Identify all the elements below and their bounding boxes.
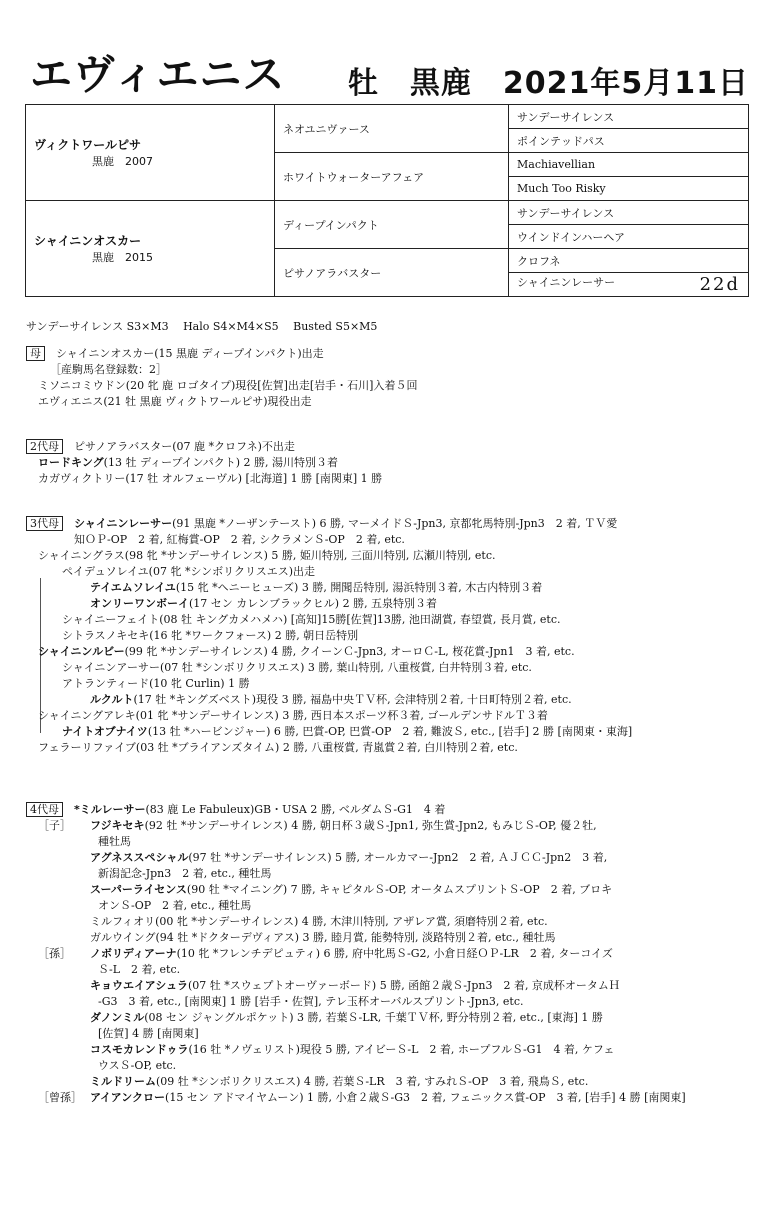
dam2-head: ピサノアラバスター(07 鹿 *クロフネ)不出走 — [74, 440, 295, 453]
dam4-line: アグネススペシャル(97 牡 *サンデーサイレンス) 5 勝, オールカマー-Jpn2 2 着, ＡＪＣＣ-Jpn2 3 着, — [90, 851, 608, 864]
ped-gen3-6: ウインドインハーヘア — [509, 225, 749, 249]
dam4-line: ミルドリーム(09 牡 *シンボリクリスエス) 4 勝, 若葉Ｓ-LR 3 着, すみれＳ-OP 3 着, 飛鳥Ｓ, etc. — [90, 1075, 589, 1088]
dam2-line: ロードキング(13 牡 ディープインパクト) 2 勝, 湯川特別３着 — [38, 456, 339, 469]
dam1-line: ［産駒馬名登録数：2］ — [50, 363, 167, 376]
dam1-line: シャイニンオスカー(15 黒鹿 ディープインパクト)出走 — [56, 347, 324, 360]
dam3-line: シャイニンアーサー(07 牡 *シンボリクリスエス) 3 勝, 葉山特別, 八重桜賞, 白井特別３着, etc. — [62, 661, 532, 674]
dam3-line: シャイニーフェイト(08 牡 キングカメハメハ) [高知]15勝[佐賀]13勝, 池田湖賞, 春望賞, 長月賞, etc. — [62, 613, 561, 626]
dam3-line: アトランティード(10 牝 Curlin) 1 勝 — [62, 677, 250, 690]
dam4-line: オンＳ-OP 2 着, etc., 種牡馬 — [98, 899, 252, 912]
dam-name: シャイニンオスカー — [34, 234, 142, 248]
ped-tag: 22d — [699, 274, 740, 295]
dam4-line: [佐賀] 4 勝 [南関東] — [98, 1027, 199, 1040]
dam4-section: 4代母 *ミルレーサー(83 鹿 Le Fabuleux)GB・USA 2 勝, ベルダムＳ-G1 4 着 ［子］ フジキセキ(92 牡 *サンデーサイレンス) 4 勝, 朝日杯３歳Ｓ-Jpn1, 弥生賞-Jpn2, もみじＳ-OP, 優２牡, 種牡馬 アグネススペシャル(97 牡 *サンデーサイレンス) 5 勝, オールカマー-Jpn2 2 着, ＡＪＣＣ-Jpn2 3 着, 新潟記念-Jpn3 2 着, etc., 種牡馬 スーパーライセンス(90 牡 *マイニング) 7 勝, キャピタルＳ-OP, オータムスプリントＳ-OP 2 着, ブロキ オンＳ-OP 2 着, etc., 種牡馬 ミルフィオリ(00 牝 *サンデーサイレンス) 4 勝, 木津川特別, アザレア賞, 須磨特別２着, etc. ガルウイング(94 牡 *ドクターデヴィアス) 3 勝, 睦月賞, 能勢特別, 淡路特別２着, etc., 種牡馬 ［孫］ ノボリディアーナ(10 牝 *フレンチデピュティ) 6 勝, 府中牝馬Ｓ-G2, 小倉日経ＯＰ-LR 2 着, ターコイズ Ｓ-L 2 着, etc. キョウエイアシュラ(07 牡 *スウェプトオーヴァーボード) 5 勝, 函館２歳Ｓ-Jpn3 2 着, 京成杯オータムＨ -G3 3 着, etc., [南関東] 1 勝 [岩手・佐賀], テレ玉杯オーバルスプリント-Jpn3, etc. ダノンミル(08 セン ジャングルポケット) 3 勝, 若葉Ｓ-LR, 千葉ＴＶ杯, 野分特別２着, etc., [東海] 1 勝 [佐賀] 4 勝 [南関東] コスモカレンドゥラ(16 牡 *ノヴェリスト)現役 5 勝, アイビーＳ-L 2 着, ホープフルＳ-G1 4 着, ケフェ ウスＳ-OP, etc. ミルドリーム(09 牡 *シンボリクリスエス) 4 勝, 若葉Ｓ-LR 3 着, すみれＳ-OP 3 着, 飛鳥Ｓ, etc. ［曾孫］ アイアンクロー(15 セン アドマイヤムーン) 1 勝, 小倉２歳Ｓ-G3 2 着, フェニックス賞-OP 3 着, [岩手] 4 勝 [南関東] — [26, 802, 761, 1106]
dam3-section — [26, 516, 761, 756]
dam4-line: コスモカレンドゥラ(16 牡 *ノヴェリスト)現役 5 勝, アイビーＳ-L 2 着, ホープフルＳ-G1 4 着, ケフェ — [90, 1043, 615, 1056]
dam4-badge: 4代母 — [26, 802, 63, 817]
ped-gen3-1: サンデーサイレンス — [509, 105, 749, 129]
dam4-line: -G3 3 着, etc., [南関東] 1 勝 [岩手・佐賀], テレ玉杯オーバルスプリント-Jpn3, etc. — [98, 995, 524, 1008]
dam3-line: シトラスノキセキ(16 牝 *ワークフォース) 2 勝, 朝日岳特別 — [62, 629, 359, 642]
dam-cell — [26, 201, 275, 297]
ped-gen3-8 — [509, 273, 749, 297]
dam3-line: ナイトオブナイツ(13 牡 *ハービンジャー) 6 勝, 巴賞-OP, 巴賞-OP 2 着, 難波Ｓ, etc., [岩手] 2 勝 [南関東・東海] — [62, 725, 633, 738]
sire-cell — [26, 105, 275, 201]
ped-gen3-2: ポインテッドパス — [509, 129, 749, 153]
ped-gen2-3: ディープインパクト — [275, 201, 509, 249]
dam4-line: ［曾孫］ アイアンクロー(15 セン アドマイヤムーン) 1 勝, 小倉２歳Ｓ-G3 2 着, フェニックス賞-OP 3 着, [岩手] 4 勝 [南関東] — [38, 1091, 686, 1104]
dam3-line: ペイデュソレイユ(07 牝 *シンボリクリスエス)出走 — [62, 565, 316, 578]
dam4-line: ［子］ フジキセキ(92 牡 *サンデーサイレンス) 4 勝, 朝日杯３歳Ｓ-Jpn1, 弥生賞-Jpn2, もみじＳ-OP, 優２牡, — [38, 819, 597, 832]
dam3-badge: 3代母 — [26, 516, 63, 531]
dam3-line: ルクルト(17 牡 *キングズベスト)現役 3 勝, 福島中央ＴＶ杯, 会津特別２着, 十日町特別２着, etc. — [90, 693, 572, 706]
dam4-line: ガルウイング(94 牡 *ドクターデヴィアス) 3 勝, 睦月賞, 能勢特別, 淡路特別２着, etc., 種牡馬 — [90, 931, 556, 944]
dam2-section — [26, 439, 761, 487]
pedigree-table — [25, 104, 749, 297]
sire-name: ヴィクトワールピサ — [34, 138, 142, 152]
dam2-line: カガヴィクトリー(17 牡 オルフェーヴル) [北海道] 1 勝 [南関東] 1 勝 — [38, 472, 383, 485]
dam4-line: ダノンミル(08 セン ジャングルポケット) 3 勝, 若葉Ｓ-LR, 千葉ＴＶ杯, 野分特別２着, etc., [東海] 1 勝 — [90, 1011, 603, 1024]
ped-gen3-5: サンデーサイレンス — [509, 201, 749, 225]
dam3-line: シャイニングアレキ(01 牝 *サンデーサイレンス) 3 勝, 西日本スポーツ杯３着, ゴールデンサドルＴ３着 — [38, 709, 548, 722]
horse-name: エヴィエニス — [30, 50, 286, 99]
dam3-line: シャイニンルビー(99 牝 *サンデーサイレンス) 4 勝, クイーンＣ-Jpn3, オーロＣ-L, 桜花賞-Jpn1 3 着, etc. — [38, 645, 575, 658]
dam3-line: フェラーリファイブ(03 牡 *ブライアンズタイム) 2 勝, 八重桜賞, 青嵐賞２着, 白川特別２着, etc. — [38, 741, 518, 754]
dam3-line: 知ＯＰ-OP 2 着, 紅梅賞-OP 2 着, シクラメンＳ-OP 2 着, etc. — [74, 533, 405, 546]
ped-gen3-4: Much Too Risky — [509, 177, 749, 201]
dam4-line: Ｓ-L 2 着, etc. — [98, 963, 181, 976]
dam4-line: ウスＳ-OP, etc. — [98, 1059, 177, 1072]
dam4-line: ［孫］ ノボリディアーナ(10 牝 *フレンチデピュティ) 6 勝, 府中牝馬Ｓ-G2, 小倉日経ＯＰ-LR 2 着, ターコイズ — [38, 947, 613, 960]
sire-sub: 黒鹿 2007 — [92, 155, 153, 168]
dam1-section — [26, 346, 761, 410]
dam1-line: エヴィエニス(21 牡 黒鹿 ヴィクトワールピサ)現役出走 — [38, 395, 312, 408]
ped-gen3-3: Machiavellian — [509, 153, 749, 177]
dam4-line: 新潟記念-Jpn3 2 着, etc., 種牡馬 — [98, 867, 272, 880]
ped-gen2-2: ホワイトウォーターアフェア — [275, 153, 509, 201]
ped-gen2-1: ネオユニヴァース — [275, 105, 509, 153]
dam1-line: ミソニコミウドン(20 牝 鹿 ロゴタイプ)現役[佐賀]出走[岩手・石川]入着５回 — [38, 379, 418, 392]
dam3-name: シャイニンレーサー — [74, 517, 173, 530]
ped-gen2-4: ピサノアラバスター — [275, 249, 509, 297]
dam3-line: オンリーワンボーイ(17 セン カレンブラックヒル) 2 勝, 五泉特別３着 — [90, 597, 438, 610]
inbreeding-crosses: サンデーサイレンス S3×M3 Halo S4×M4×S5 Busted S5×M5 — [26, 320, 378, 333]
dam4-line: ミルフィオリ(00 牝 *サンデーサイレンス) 4 勝, 木津川特別, アザレア賞, 須磨特別２着, etc. — [90, 915, 548, 928]
horse-info: 牡 黒鹿 2021年5月11日 — [347, 66, 749, 101]
dam3-line: (91 黒鹿 *ノーザンテースト) 6 勝, マーメイドＳ-Jpn3, 京都牝馬特別-Jpn3 2 着, ＴＶ愛 — [172, 517, 618, 530]
dam4-line: スーパーライセンス(90 牡 *マイニング) 7 勝, キャピタルＳ-OP, オータムスプリントＳ-OP 2 着, ブロキ — [90, 883, 613, 896]
dam4-line: キョウエイアシュラ(07 牡 *スウェプトオーヴァーボード) 5 勝, 函館２歳Ｓ-Jpn3 2 着, 京成杯オータムＨ — [90, 979, 620, 992]
dam-sub: 黒鹿 2015 — [92, 251, 153, 264]
dam4-line: 種牡馬 — [98, 835, 131, 848]
dam1-badge: 母 — [26, 346, 45, 361]
dam2-badge: 2代母 — [26, 439, 63, 454]
dam3-line: テイエムソレイユ(15 牝 *ヘニーヒューズ) 3 勝, 開聞岳特別, 湯浜特別３着, 木古内特別３着 — [90, 581, 543, 594]
dam3-line: シャイニングラス(98 牝 *サンデーサイレンス) 5 勝, 姫川特別, 三面川特別, 広瀬川特別, etc. — [38, 549, 496, 562]
ped-gen3-7: クロフネ — [509, 249, 749, 273]
ped-gen3-8-name: シャイニンレーサー — [517, 276, 616, 289]
